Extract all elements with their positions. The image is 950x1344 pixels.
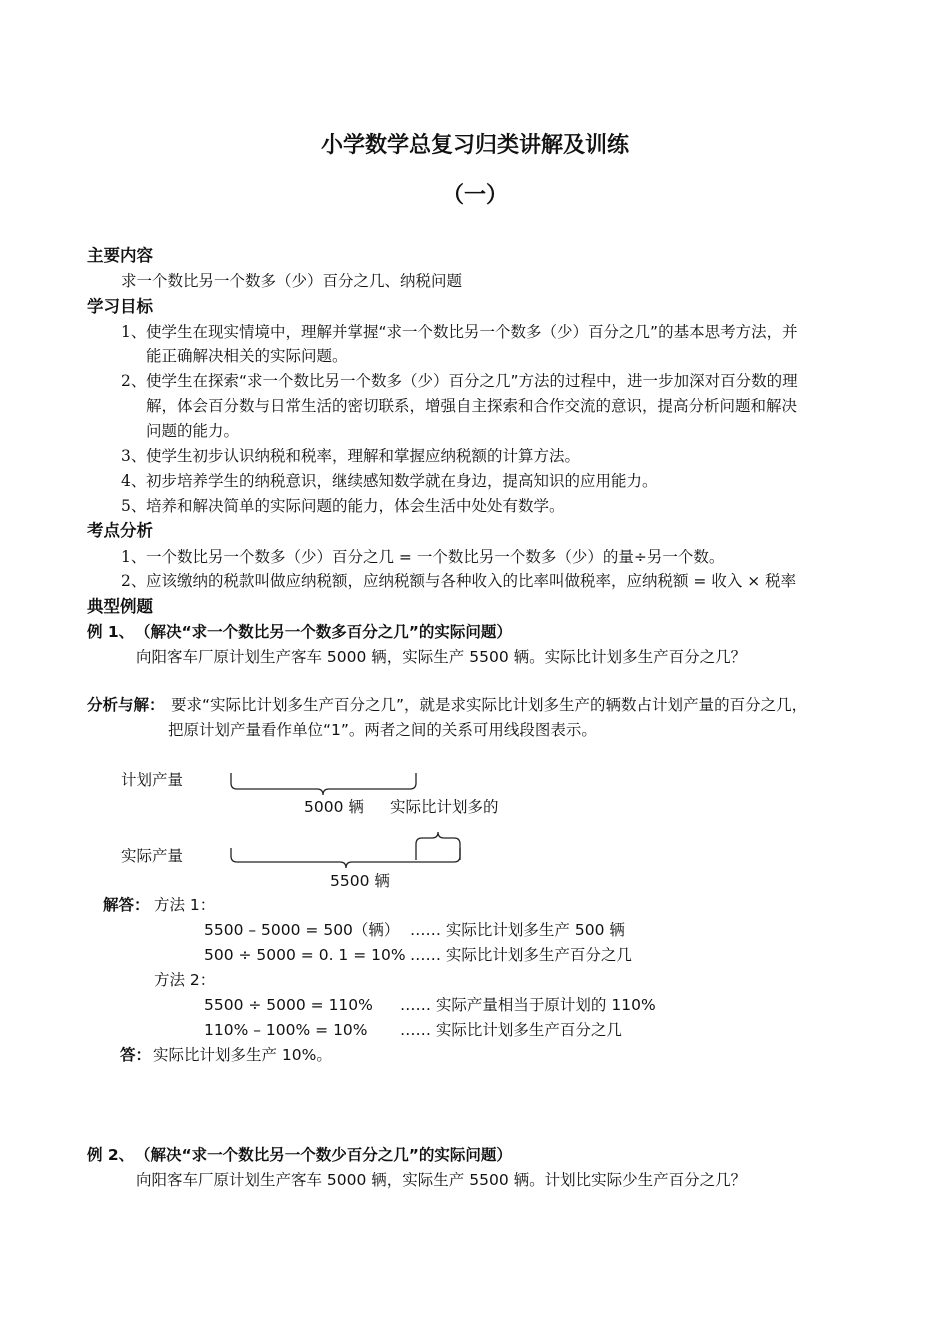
example1-label: 例 1、	[87, 623, 135, 641]
examples-heading: 典型例题	[87, 597, 153, 616]
extra-label: 实际比计划多的	[390, 798, 499, 816]
objective-number: 2、	[121, 372, 147, 390]
method1-calc: 5500 – 5000 = 500（辆）	[204, 921, 400, 939]
example1-analysis-label: 分析与解：	[87, 696, 165, 714]
example1-question: 向阳客车厂原计划生产客车 5000 辆，实际生产 5500 辆。实际比计划多生产百分之几？	[136, 648, 747, 666]
objective-line: 使学生在现实情境中，理解并掌握“求一个数比另一个数多（少）百分之几”的基本思考方法，并	[146, 323, 798, 341]
main-content-text: 求一个数比另一个数多（少）百分之几、纳税问题	[121, 272, 463, 290]
method1-note: …… 实际比计划多生产百分之几	[410, 946, 632, 964]
method1-label: 方法 1：	[154, 896, 216, 914]
answer-label: 解答：	[103, 896, 150, 914]
example1-title: （解决“求一个数比另一个数多百分之几”的实际问题）	[135, 623, 512, 641]
objectives-heading: 学习目标	[87, 297, 153, 316]
method1-note: …… 实际比计划多生产 500 辆	[410, 921, 625, 939]
objective-line: 解，体会百分数与日常生活的密切联系，增强自主探索和合作交流的意识，提高分析问题和解决	[146, 397, 798, 415]
example2-question: 向阳客车厂原计划生产客车 5000 辆，实际生产 5500 辆。计划比实际少生产百分之几？	[136, 1171, 747, 1189]
objective-number: 3、	[121, 447, 147, 465]
example2-title: （解决“求一个数比另一个数少百分之几”的实际问题）	[135, 1146, 512, 1164]
example1-analysis-text: 把原计划产量看作单位“1”。两者之间的关系可用线段图表示。	[168, 721, 597, 739]
objective-line: 能正确解决相关的实际问题。	[146, 347, 348, 365]
example1-analysis-text: 要求“实际比计划多生产百分之几”，就是求实际比计划多生产的辆数占计划产量的百分之几，	[171, 696, 808, 714]
analysis-text: 应该缴纳的税款叫做应纳税额，应纳税额与各种收入的比率叫做税率，应纳税额 = 收入 × 税率	[146, 572, 797, 590]
plan-label: 计划产量	[121, 771, 184, 789]
objective-number: 1、	[121, 323, 147, 341]
example2-label: 例 2、	[87, 1146, 135, 1164]
method2-label: 方法 2：	[154, 971, 216, 989]
method2-note: …… 实际比计划多生产百分之几	[400, 1021, 622, 1039]
objective-number: 4、	[121, 472, 147, 490]
actual-label: 实际产量	[121, 847, 184, 865]
final-answer-text: 实际比计划多生产 10%。	[153, 1046, 332, 1064]
objective-line: 培养和解决简单的实际问题的能力，体会生活中处处有数学。	[146, 497, 565, 515]
difference-bracket	[416, 832, 460, 860]
analysis-number: 1、	[121, 548, 147, 566]
objective-number: 5、	[121, 497, 147, 515]
page-subtitle: （一）	[441, 183, 508, 208]
final-answer-label: 答：	[120, 1046, 152, 1064]
page-title: 小学数学总复习归类讲解及训练	[320, 133, 629, 158]
actual-value: 5500 辆	[330, 872, 390, 890]
method2-note: …… 实际产量相当于原计划的 110%	[400, 996, 656, 1014]
method2-calc: 5500 ÷ 5000 = 110%	[204, 996, 373, 1014]
method2-calc: 110% – 100% = 10%	[204, 1021, 368, 1039]
objective-line: 使学生初步认识纳税和税率，理解和掌握应纳税额的计算方法。	[146, 447, 581, 465]
objective-line: 问题的能力。	[146, 422, 240, 440]
method1-calc: 500 ÷ 5000 = 0. 1 = 10%	[204, 946, 406, 964]
objective-line: 使学生在探索“求一个数比另一个数多（少）百分之几”方法的过程中，进一步加深对百分数的理	[146, 372, 798, 390]
analysis-text: 一个数比另一个数多（少）百分之几 = 一个数比另一个数多（少）的量÷另一个数。	[146, 548, 725, 566]
plan-value: 5000 辆	[304, 798, 364, 816]
main-content-heading: 主要内容	[87, 246, 153, 265]
actual-bracket	[231, 848, 460, 868]
analysis-number: 2、	[121, 572, 147, 590]
objective-line: 初步培养学生的纳税意识，继续感知数学就在身边，提高知识的应用能力。	[146, 472, 658, 490]
plan-bracket	[231, 773, 416, 795]
analysis-heading: 考点分析	[87, 521, 153, 540]
